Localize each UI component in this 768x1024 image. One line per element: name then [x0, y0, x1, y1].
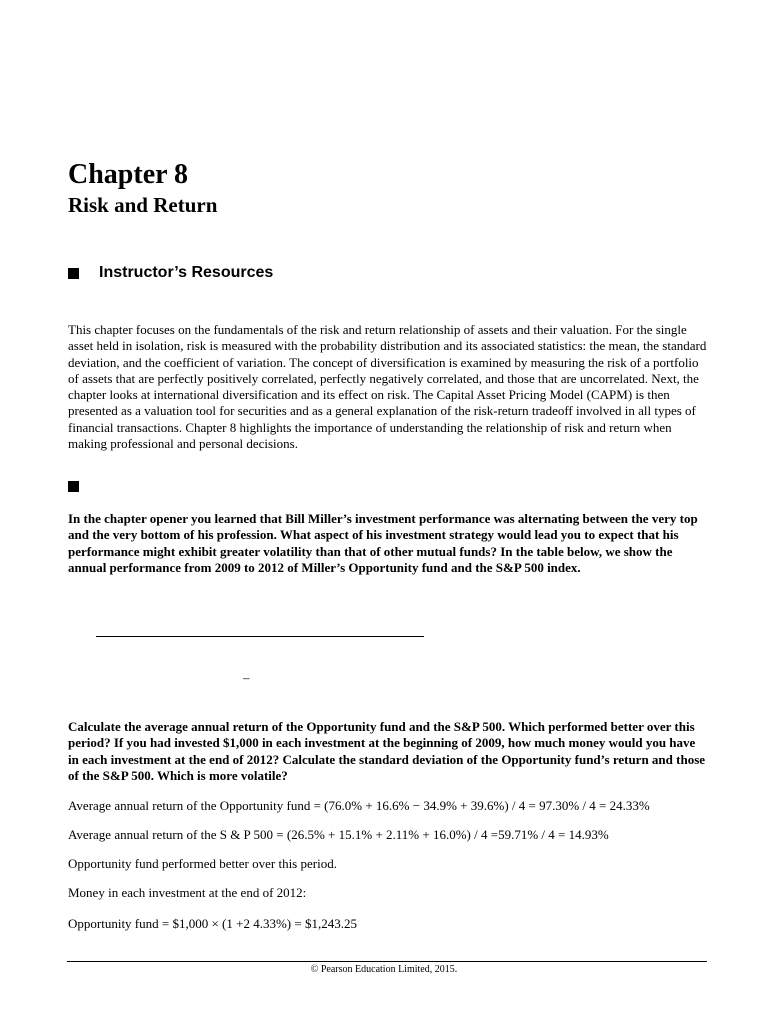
square-bullet-icon [68, 268, 79, 279]
answer-money-heading: Money in each investment at the end of 2012: [68, 885, 307, 900]
section-heading-text: Instructor’s Resources [99, 264, 274, 281]
footer-rule [67, 961, 707, 962]
chapter-title: Risk and Return [68, 193, 218, 217]
table-dash: – [243, 670, 250, 685]
answer-better-performer: Opportunity fund performed better over this period. [68, 856, 337, 871]
section-heading [68, 263, 273, 283]
answer-avg-sp500: Average annual return of the S & P 500 = (26.5% + 15.1% + 2.11% + 16.0%) / 4 =59.71% / 4 = 14.93% [68, 827, 609, 842]
intro-paragraph: This chapter focuses on the fundamentals of the risk and return relationship of assets and their valuation. For the single asset held in isolation, risk is measured with the probability distribution and its associated statistics: the mean, the standard deviation, and the coefficient of variation. The concept of diversification is examined by measuring the risk of a portfolio of assets that are perfectly positively correlated, perfectly negatively correlated, and those that are uncorrelated. Next, the chapter looks at international diversification and its effect on risk. The Capital Asset Pricing Model (CAPM) is then presented as a valuation tool for securities and as a general explanation of the risk-return tradeoff involved in all types of financial transactions. Chapter 8 highlights the importance of understanding the relationship of risk and return when making professional and personal decisions. [68, 322, 707, 452]
answer-opportunity-value: Opportunity fund = $1,000 × (1 +2 4.33%) = $1,243.25 [68, 916, 357, 931]
table-rule [96, 636, 424, 637]
opener-question: In the chapter opener you learned that Bill Miller’s investment performance was alternating between the very top and the very bottom of his profession. What aspect of his investment strategy would lead you to expect that his performance might exhibit greater volatility than that of other mutual funds? In the table below, we show the annual performance from 2009 to 2012 of Miller’s Opportunity fund and the S&P 500 index. [68, 511, 698, 575]
answer-avg-opportunity: Average annual return of the Opportunity fund = (76.0% + 16.6% − 34.9% + 39.6%) / 4 = 97.30% / 4 = 24.33% [68, 798, 650, 813]
calculation-question: Calculate the average annual return of the Opportunity fund and the S&P 500. Which performed better over this period? If you had invested $1,000 in each investment at the beginning of 2009, how much money would you have in each investment at the end of 2012? Calculate the standard deviation of the Opportunity fund’s return and those of the S&P 500. Which is more volatile? [68, 719, 706, 783]
chapter-number: Chapter 8 [68, 159, 189, 190]
square-bullet-icon [68, 481, 79, 492]
footer-copyright: © Pearson Education Limited, 2015. [310, 964, 458, 975]
